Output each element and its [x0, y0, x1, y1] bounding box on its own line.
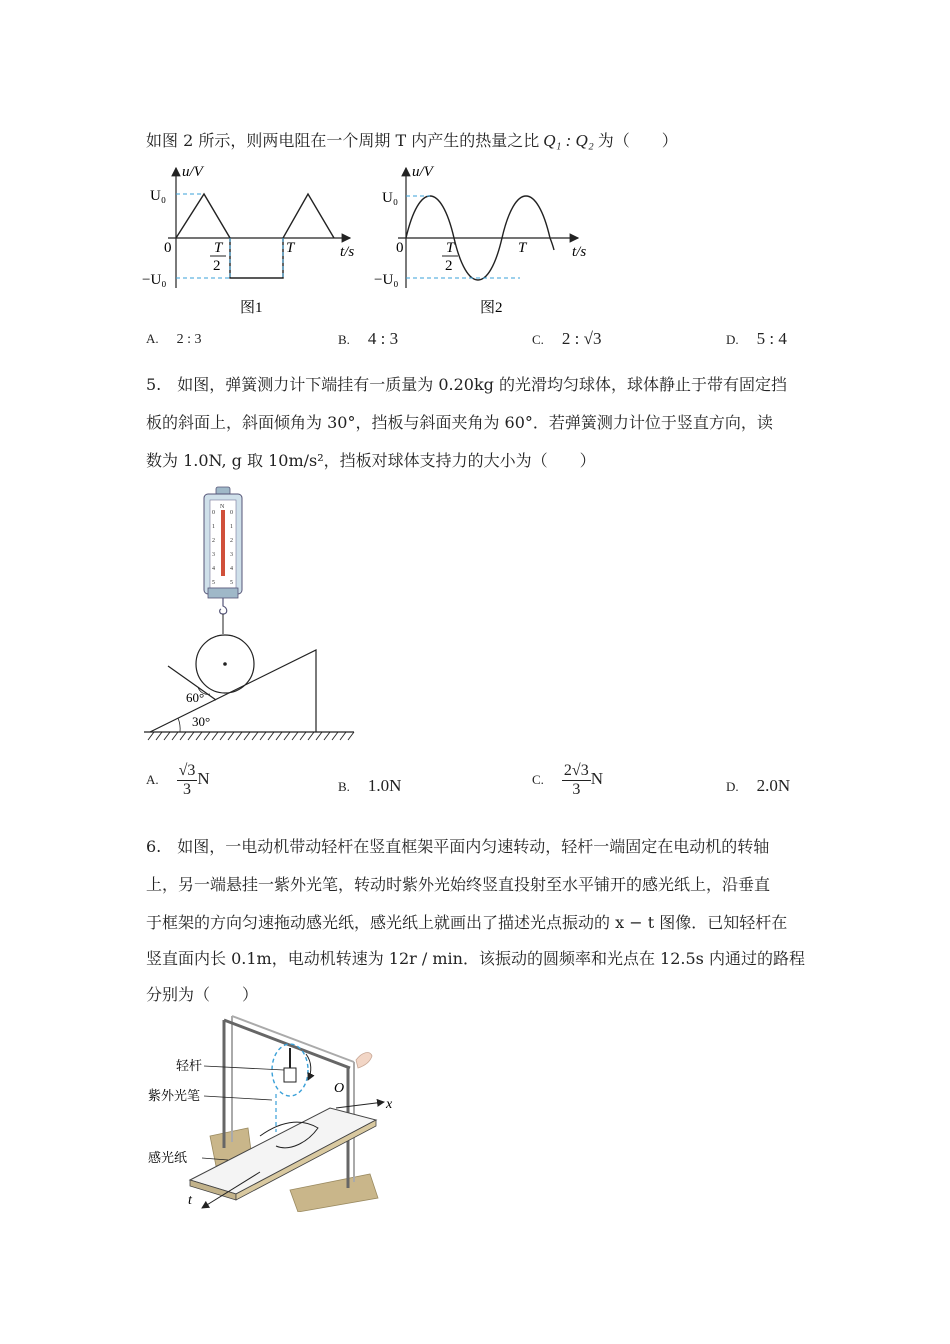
q4-fig2-half-t-num: T	[446, 240, 455, 256]
q4-fig1-u0: U₀	[150, 188, 167, 204]
q4-fig2-t: T	[518, 240, 527, 256]
q4-stem: 如图 2 所示，则两电阻在一个周期 T 内产生的热量之比 Q₁ : Q₂ 为（ ）	[146, 131, 678, 150]
q4-option-b[interactable]: B. 4 : 3	[338, 329, 399, 348]
svg-text:3: 3	[212, 552, 215, 558]
q4-fig1-xlabel: t/s	[340, 244, 355, 260]
q4-fig1-waveform	[176, 194, 334, 278]
q5-stem-line-3: 数为 1.0N, g 取 10m/s²，挡板对球体支持力的大小为（ ）	[146, 451, 596, 470]
q4-option-d[interactable]: D. 5 : 4	[726, 329, 787, 348]
q4-option-c[interactable]: C. 2 : √3	[532, 329, 602, 348]
q4-fig2-caption: 图2	[480, 300, 503, 316]
q4-ratio: Q₁ : Q₂	[543, 131, 594, 150]
q5-figure	[140, 484, 370, 744]
q4-fig2-ylabel: u/V	[412, 164, 433, 180]
q6-stem-line-1: 6. 如图，一电动机带动轻杆在竖直框架平面内匀速转动，轻杆一端固定在电动机的转轴	[146, 837, 770, 856]
angle-30: 30°	[192, 714, 211, 729]
svg-text:0: 0	[212, 510, 215, 516]
svg-text:1: 1	[212, 524, 215, 530]
q5-stem-line-1: 5. 如图，弹簧测力计下端挂有一质量为 0.20kg 的光滑均匀球体，球体静止于带有固定挡	[146, 375, 788, 394]
q4-figure-2	[372, 160, 602, 320]
svg-text:2: 2	[230, 538, 233, 544]
q5-stem-line-2: 板的斜面上，斜面倾角为 30°，挡板与斜面夹角为 60°．若弹簧测力计位于竖直方向，读	[146, 413, 773, 432]
scale-unit: N	[220, 504, 225, 510]
label-rod: 轻杆	[176, 1058, 203, 1073]
q6-stem-line-2: 上，另一端悬挂一紫外光笔，转动时紫外光始终竖直投射至水平铺开的感光纸上，沿垂直	[146, 875, 771, 894]
q6-stem-line-3: 于框架的方向匀速拖动感光纸，感光纸上就画出了描述光点振动的 x − t 图像．已知轻杆在	[146, 913, 788, 932]
q4-fig1-caption: 图1	[240, 300, 263, 316]
svg-text:5: 5	[212, 580, 215, 586]
q5-option-b[interactable]: B. 1.0N	[338, 776, 402, 795]
svg-text:2: 2	[212, 538, 215, 544]
svg-text:4: 4	[212, 566, 215, 572]
q4-fig1-t: T	[286, 240, 295, 256]
q4-fig1-half-t-den: 2	[213, 258, 221, 274]
svg-text:0: 0	[230, 510, 233, 516]
q6-figure	[140, 1012, 410, 1212]
angle-60: 60°	[186, 690, 205, 705]
q4-figure-1	[140, 160, 370, 320]
q4-fig1-ylabel: u/V	[182, 164, 203, 180]
axis-t: t	[188, 1193, 192, 1208]
q4-fig2-origin: 0	[396, 240, 404, 256]
axis-o: O	[334, 1081, 345, 1096]
axis-x: x	[386, 1097, 393, 1112]
q6-stem-line-5: 分别为（ ）	[146, 985, 259, 1004]
q5-option-d[interactable]: D. 2.0N	[726, 776, 791, 795]
label-pen: 紫外光笔	[148, 1088, 201, 1103]
q5-option-c[interactable]: C. $\frac{2√3}{3}$ N	[532, 762, 603, 798]
label-paper: 感光纸	[148, 1150, 188, 1165]
q4-fig1-half-t-num: T	[214, 240, 223, 256]
svg-text:4: 4	[230, 566, 233, 572]
q4-fig1-origin: 0	[164, 240, 172, 256]
q4-fig2-u0: U₀	[382, 190, 399, 206]
q4-fig2-half-t-den: 2	[445, 258, 453, 274]
svg-text:5: 5	[230, 580, 233, 586]
q4-fig2-neg-u0: −U₀	[374, 272, 399, 288]
q4-fig1-neg-u0: −U₀	[142, 272, 167, 288]
q6-stem-line-4: 竖直面内长 0.1m，电动机转速为 12r / min．该振动的圆频率和光点在 12.5s 内通过的路程	[146, 949, 805, 968]
q4-option-a[interactable]: A. 2 : 3	[146, 331, 202, 347]
q5-option-a[interactable]: A. $\frac{√3}{3}$ N	[146, 762, 210, 798]
q4-fig2-xlabel: t/s	[572, 244, 587, 260]
svg-text:3: 3	[230, 552, 233, 558]
svg-text:1: 1	[230, 524, 233, 530]
